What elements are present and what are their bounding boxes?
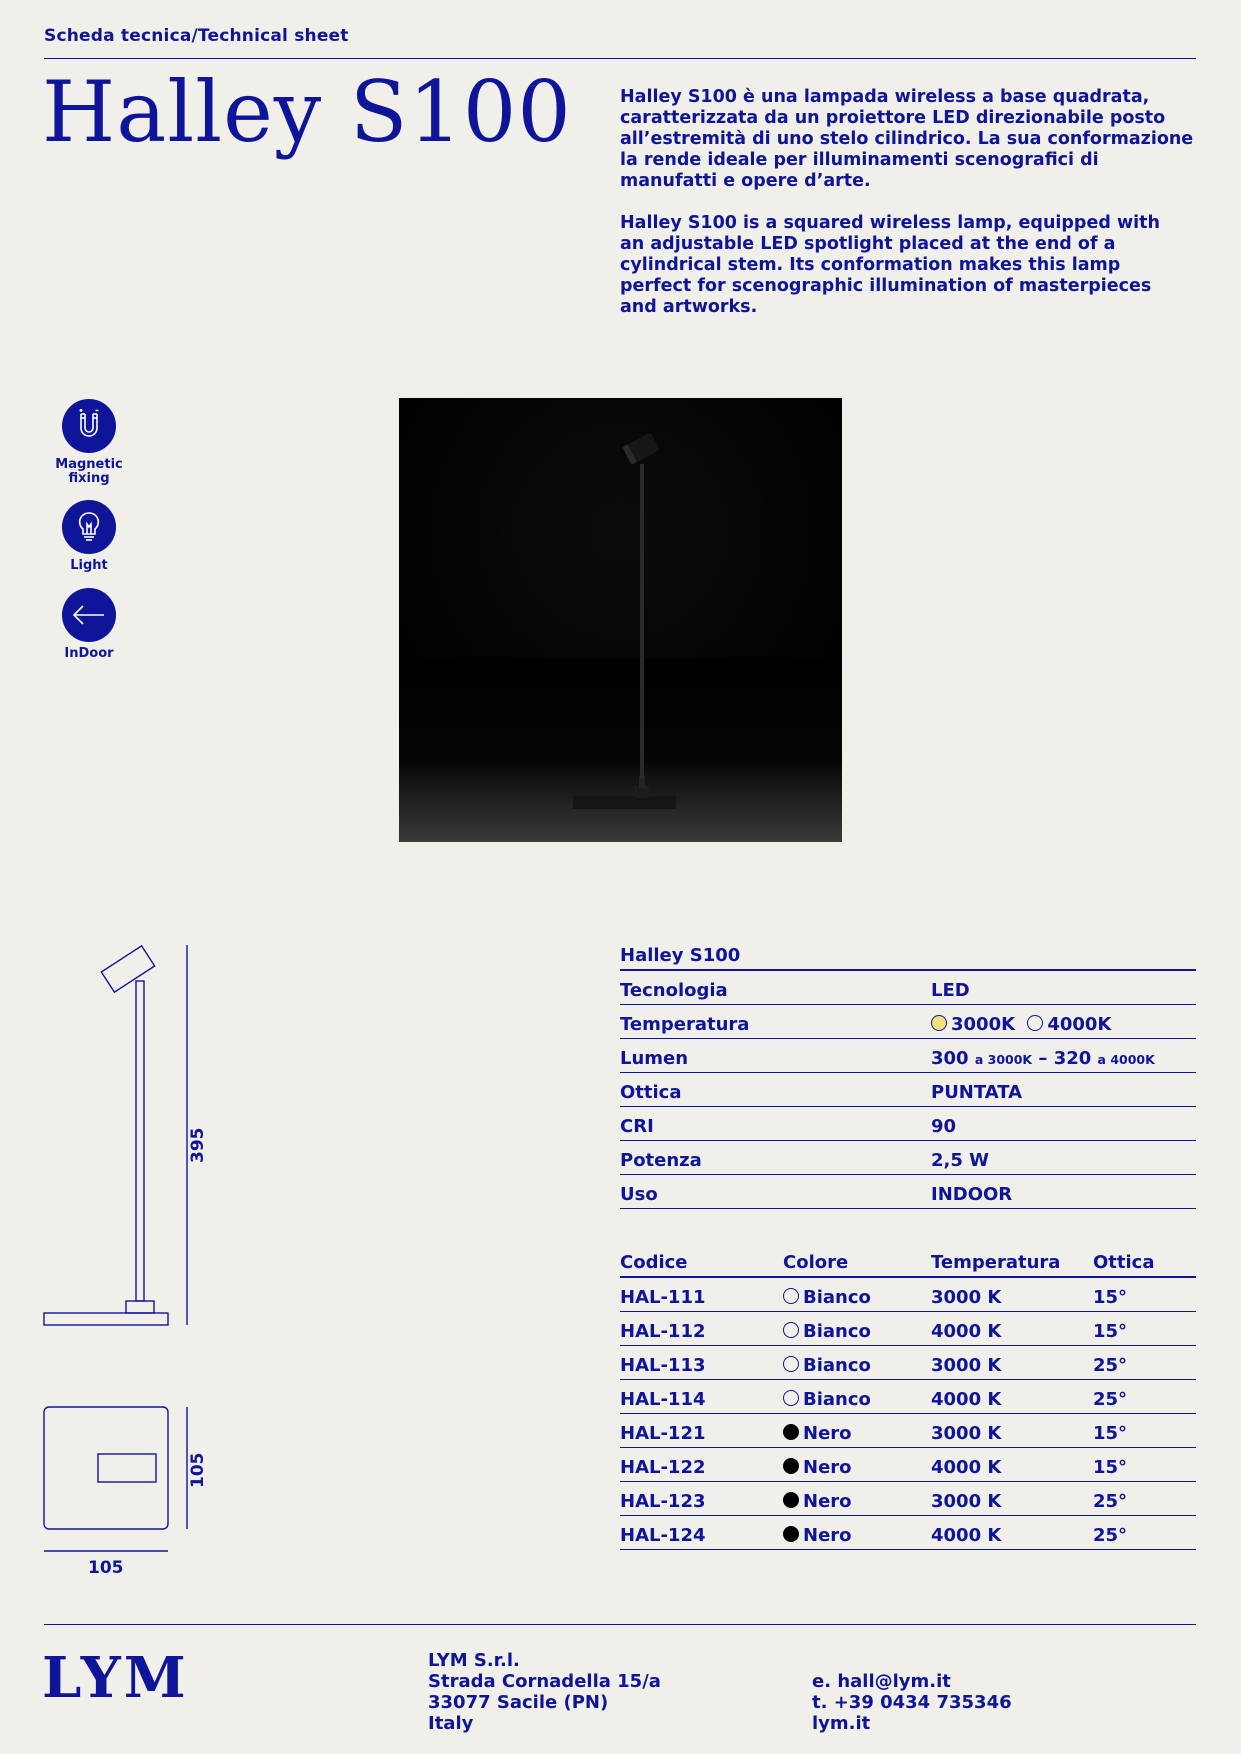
color-cell xyxy=(783,1355,871,1376)
color-cell xyxy=(783,1423,852,1444)
table-row xyxy=(620,1414,1196,1448)
description-italian: Halley S100 è una lampada wireless a base quadrata, caratterizzata da un proiettore LED direzionabile posto all’estremità di uno stelo cilindrico. La sua conformazione la rende ideale per illuminamenti scenografici di manufatti e opere d’arte. xyxy=(620,87,1194,191)
temperature-cell: 3000 K xyxy=(931,1423,1002,1444)
sheet-label: Scheda tecnica/Technical sheet xyxy=(44,26,349,46)
optic-cell: 15° xyxy=(1093,1423,1128,1444)
codes-header-row xyxy=(620,1243,1196,1278)
color-swatch xyxy=(783,1288,799,1304)
footer-address xyxy=(428,1650,661,1734)
optic-cell: 15° xyxy=(1093,1287,1128,1308)
color-name: Bianco xyxy=(803,1287,871,1308)
address-country: Italy xyxy=(428,1713,474,1734)
product-title: Halley S100 xyxy=(42,63,572,161)
spec-value: 90 xyxy=(931,1116,957,1137)
color-swatch xyxy=(783,1390,799,1406)
optic-cell: 25° xyxy=(1093,1389,1128,1410)
color-cell xyxy=(783,1321,871,1342)
temperature-cell: 4000 K xyxy=(931,1525,1002,1546)
address-street: Strada Cornadella 15/a xyxy=(428,1671,661,1692)
product-code: HAL-114 xyxy=(620,1389,706,1410)
spec-label: Lumen xyxy=(620,1048,689,1069)
temp-cool: 4000K xyxy=(1047,1014,1112,1035)
spec-value: LED xyxy=(931,980,970,1001)
color-cell xyxy=(783,1287,871,1308)
product-photo xyxy=(399,398,842,842)
temperature-cell: 3000 K xyxy=(931,1491,1002,1512)
color-name: Bianco xyxy=(803,1355,871,1376)
product-description xyxy=(620,87,1210,318)
table-row xyxy=(620,1346,1196,1380)
table-row xyxy=(620,1482,1196,1516)
product-code: HAL-113 xyxy=(620,1355,706,1376)
contact-phone[interactable]: t. +39 0434 735346 xyxy=(812,1692,1012,1713)
optic-cell: 25° xyxy=(1093,1491,1128,1512)
dimension-depth: 105 xyxy=(188,1452,208,1488)
spec-value: PUNTATA xyxy=(931,1082,1023,1103)
spec-label: Potenza xyxy=(620,1150,702,1171)
lumen-warm-note: a 3000K xyxy=(974,1052,1033,1067)
color-name: Nero xyxy=(803,1457,852,1478)
color-swatch xyxy=(783,1356,799,1372)
color-name: Nero xyxy=(803,1491,852,1512)
spec-label: CRI xyxy=(620,1116,654,1137)
spec-row xyxy=(620,1039,1196,1073)
temperature-cell: 4000 K xyxy=(931,1389,1002,1410)
product-code: HAL-112 xyxy=(620,1321,706,1342)
table-row xyxy=(620,1448,1196,1482)
contact-email[interactable]: e. hall@lym.it xyxy=(812,1671,951,1692)
spec-row xyxy=(620,971,1196,1005)
color-swatch xyxy=(783,1424,799,1440)
description-english: Halley S100 is a squared wireless lamp, equipped with an adjustable LED spotlight placed at the end of a cylindrical stem. Its conformation makes this lamp perfect for scenographic illumination of masterpieces and artworks. xyxy=(620,213,1160,317)
codes-header: Codice xyxy=(620,1252,688,1273)
product-code: HAL-122 xyxy=(620,1457,706,1478)
spec-value: 2,5 W xyxy=(931,1150,990,1171)
color-name: Bianco xyxy=(803,1389,871,1410)
lumen-separator: – xyxy=(1038,1048,1048,1069)
spec-title-row xyxy=(620,936,1196,971)
color-cell xyxy=(783,1491,852,1512)
spec-value: INDOOR xyxy=(931,1184,1013,1205)
header-divider xyxy=(44,58,1196,59)
spec-row xyxy=(620,1175,1196,1209)
table-row xyxy=(620,1278,1196,1312)
spec-value xyxy=(931,1048,1155,1069)
cool-swatch xyxy=(1027,1015,1043,1031)
temp-warm: 3000K xyxy=(951,1014,1016,1035)
temperature-cell: 3000 K xyxy=(931,1355,1002,1376)
optic-cell: 25° xyxy=(1093,1355,1128,1376)
optic-cell: 15° xyxy=(1093,1321,1128,1342)
spec-row xyxy=(620,1107,1196,1141)
temperature-cell: 4000 K xyxy=(931,1321,1002,1342)
spec-label: Temperatura xyxy=(620,1014,750,1035)
feature-label: Magnetic fixing xyxy=(55,457,123,486)
color-swatch xyxy=(783,1458,799,1474)
warm-swatch xyxy=(931,1015,947,1031)
spec-row xyxy=(620,1141,1196,1175)
temperature-cell: 3000 K xyxy=(931,1287,1002,1308)
color-cell xyxy=(783,1525,852,1546)
color-name: Nero xyxy=(803,1525,852,1546)
lightbulb-icon xyxy=(62,500,116,554)
lumen-warm: 300 xyxy=(931,1048,969,1069)
feature-light xyxy=(40,500,138,573)
codes-header: Colore xyxy=(783,1252,849,1273)
optic-cell: 15° xyxy=(1093,1457,1128,1478)
color-cell xyxy=(783,1457,852,1478)
table-row xyxy=(620,1380,1196,1414)
color-swatch xyxy=(783,1322,799,1338)
color-name: Bianco xyxy=(803,1321,871,1342)
dimension-width: 105 xyxy=(88,1558,124,1578)
dimension-height: 395 xyxy=(188,1127,208,1163)
optic-cell: 25° xyxy=(1093,1525,1128,1546)
feature-magnetic-fixing xyxy=(40,399,138,486)
color-cell xyxy=(783,1389,871,1410)
lym-logo: LYM xyxy=(42,1645,189,1711)
codes-table-body xyxy=(620,1278,1196,1550)
magnet-icon xyxy=(62,399,116,453)
spec-table xyxy=(620,936,1196,1550)
product-code: HAL-124 xyxy=(620,1525,706,1546)
feature-label: InDoor xyxy=(64,646,114,661)
lumen-cool-note: a 4000K xyxy=(1097,1052,1155,1067)
spec-title: Halley S100 xyxy=(620,945,741,966)
color-name: Nero xyxy=(803,1423,852,1444)
color-swatch xyxy=(783,1526,799,1542)
spec-row xyxy=(620,1005,1196,1039)
arrow-left-icon xyxy=(62,588,116,642)
spec-value xyxy=(931,1014,1111,1035)
table-row xyxy=(620,1312,1196,1346)
temperature-cell: 4000 K xyxy=(931,1457,1002,1478)
product-code: HAL-111 xyxy=(620,1287,706,1308)
contact-website[interactable]: lym.it xyxy=(812,1713,871,1734)
spec-label: Ottica xyxy=(620,1082,682,1103)
feature-indoor xyxy=(40,588,138,661)
address-city: 33077 Sacile (PN) xyxy=(428,1692,609,1713)
lumen-cool: 320 xyxy=(1053,1048,1092,1069)
product-code: HAL-123 xyxy=(620,1491,706,1512)
spec-label: Tecnologia xyxy=(620,980,728,1001)
table-row xyxy=(620,1516,1196,1550)
color-swatch xyxy=(783,1492,799,1508)
spec-label: Uso xyxy=(620,1184,658,1205)
codes-header: Ottica xyxy=(1093,1252,1155,1273)
footer-divider xyxy=(44,1624,1196,1625)
feature-label: Light xyxy=(70,558,108,573)
spec-row xyxy=(620,1073,1196,1107)
codes-header: Temperatura xyxy=(931,1252,1061,1273)
company-name: LYM S.r.l. xyxy=(428,1650,520,1671)
footer-contacts xyxy=(812,1671,1012,1734)
product-code: HAL-121 xyxy=(620,1423,706,1444)
